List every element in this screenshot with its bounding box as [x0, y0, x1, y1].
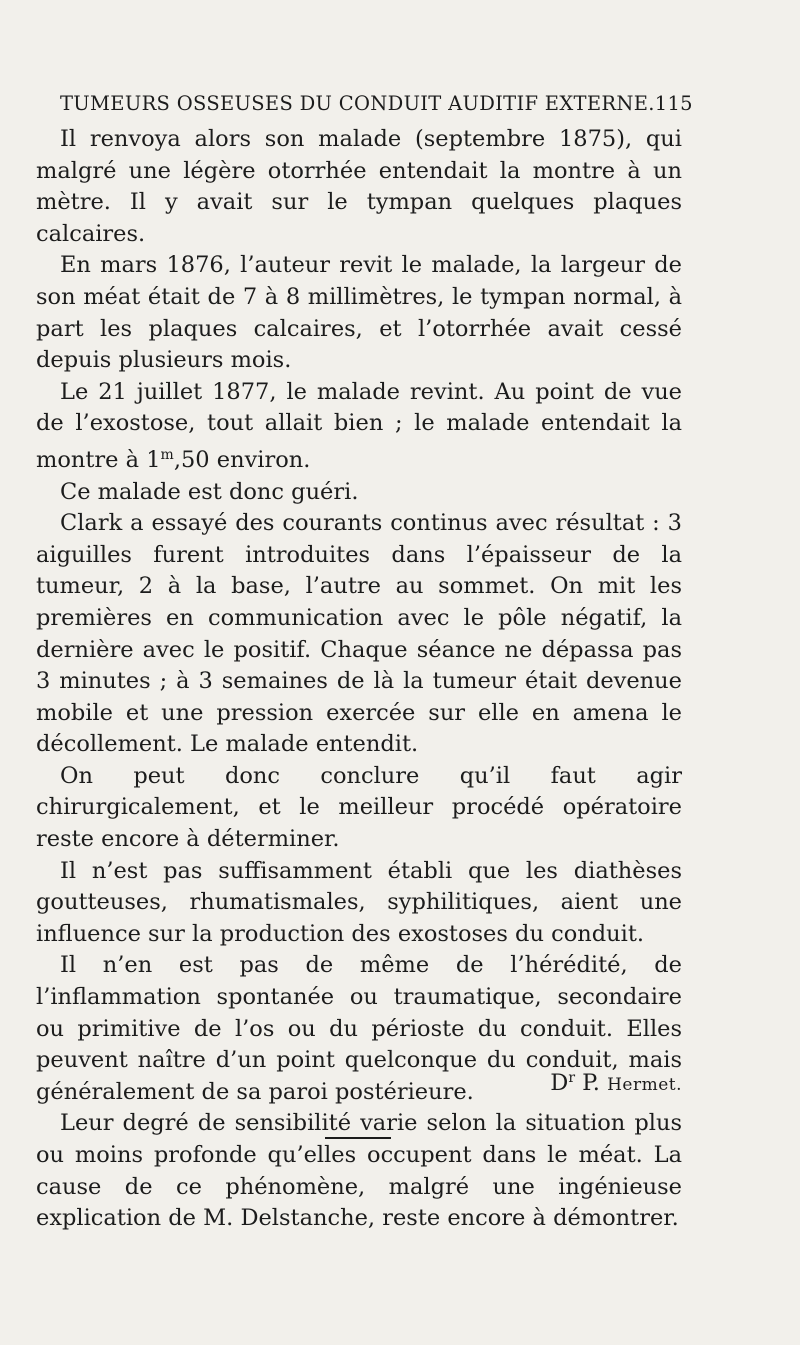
- paragraph-8: Il n’en est pas de même de l’hérédité, de l’inflammation spontanée ou traumatique, secondaire ou primitive de l’os ou du périoste du conduit. Elles peuvent naître d’un point quelconque du conduit, mais généralement de sa paroi postérieure.: [36, 952, 682, 1105]
- signature-initial: P.: [582, 1070, 600, 1096]
- page-number: 115: [654, 92, 693, 115]
- measure-unit: m: [160, 446, 174, 463]
- body-text: [36, 124, 682, 1235]
- paragraph-7: Il n’est pas suffisamment établi que les diathèses goutteuses, rhumatismales, syphilitiques, aient une influence sur la production des exostoses du conduit.: [36, 857, 682, 947]
- author-signature: [436, 1070, 682, 1096]
- signature-prefix-sup: r: [568, 1070, 576, 1086]
- running-header: [60, 92, 693, 115]
- signature-name: Hermet.: [607, 1075, 682, 1095]
- paragraph-9: Leur degré de sensibilité varie selon la situation plus ou moins profonde qu’elles occupent dans le méat. La cause de ce phénomène, malgré une ingénieuse explication de M. Delstanche, reste encore à démontrer.: [36, 1110, 682, 1232]
- measure-value: 1: [146, 446, 161, 473]
- measure-rest: ,50 environ.: [173, 446, 311, 473]
- signature-prefix: D: [550, 1070, 569, 1096]
- paragraph-3: [36, 377, 682, 477]
- paragraph-2: En mars 1876, l’auteur revit le malade, la largeur de son méat était de 7 à 8 millimètres, le tympan normal, à part les plaques calcaires, et l’otorrhée avait cessé depuis plusieurs mois.: [36, 252, 682, 374]
- paragraph-6: On peut donc conclure qu’il faut agir chirurgicalement, et le meilleur procédé opératoire reste encore à déterminer.: [36, 762, 682, 853]
- closing-rule: [325, 1137, 391, 1139]
- paragraph-4: Ce malade est donc guéri.: [60, 478, 359, 505]
- paragraph-1: Il renvoya alors son malade (septembre 1875), qui malgré une légère otorrhée entendait la montre à un mètre. Il y avait sur le tympan quelques plaques calcaires.: [36, 126, 682, 247]
- paragraph-5: Clark a essayé des courants continus avec résultat : 3 aiguilles furent introduites dans l’épaisseur de la tumeur, 2 à la base, l’autre au sommet. On mit les premières en communication avec le pôle négatif, la dernière avec le positif. Chaque séance ne dépassa pas 3 minutes ; à 3 semaines de là la tumeur était devenue mobile et une pression exercée sur elle en amena le décollement. Le malade entendit.: [36, 510, 682, 758]
- paragraph-3-text: Le 21 juillet 1877, le malade revint. Au point de vue de l’exostose, tout allait bien ; le malade entendait la montre à: [36, 378, 682, 473]
- running-title: TUMEURS OSSEUSES DU CONDUIT AUDITIF EXTERNE.: [60, 92, 655, 115]
